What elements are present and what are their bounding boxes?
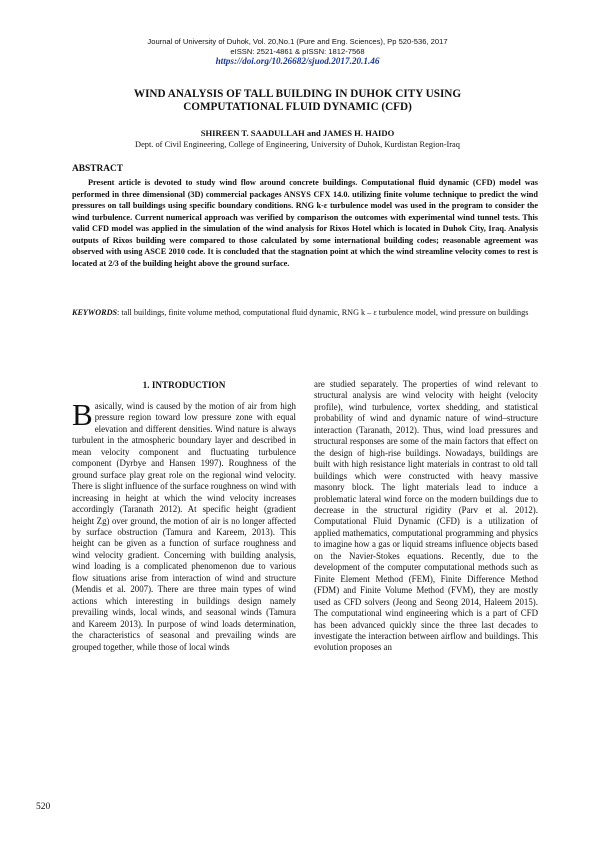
abstract-heading: ABSTRACT — [72, 164, 124, 174]
title-line-1: WIND ANALYSIS OF TALL BUILDING IN DUHOK CITY USING — [133, 88, 462, 100]
keywords-list: : tall buildings, finite volume method, computational fluid dynamic, RNG k – ε turbulence model, wind pressure on buildings — [117, 308, 529, 317]
page-number: 520 — [36, 802, 51, 812]
doi-link[interactable]: https://doi.org/10.26682/sjuod.2017.20.1.46 — [215, 56, 380, 66]
intro-right-column — [314, 379, 538, 654]
issn-line: eISSN: 2521-4861 & pISSN: 1812-7568 — [230, 47, 365, 56]
journal-citation: Journal of University of Duhok, Vol. 20,No.1 (Pure and Eng. Sciences), Pp 520-536, 2017 — [147, 37, 448, 46]
section-heading: 1. INTRODUCTION — [142, 380, 226, 390]
intro-left-column — [72, 397, 296, 653]
intro-left-text: asically, wind is caused by the motion of air from high pressure region toward low pressure zone with equal elevation and different densities. Wind nature is always turbulent in the atmospheric boundary layer and described in mean velocity component and fluctuating turbulence component (Dyrbye and Hansen 1997). Roughness of the ground surface play great role on the regional wind velocity. There is slight influence of the surface roughness on wind with increasing in height at which the wind velocity increases accordingly (Taranath 2012). At specific height (gradient height Zg) over ground, the motion of air is no longer affected by surface obstruction (Tamura and Kareem, 2013). This height can be given as a function of surface roughness and wind velocity gradient. Concerning with building analysis, wind loading is a complicated phenomenon due to various flow situations arise from interaction of wind and structure (Mendis et al. 2007). There are three main types of wind actions which interesting in buildings design namely prevailing winds, local winds, and seasonal winds (Tamura and Kareem 2013). In purpose of wind loads determination, the characteristics of seasonal and prevailing winds are grouped together, while those of local winds — [72, 401, 296, 652]
abstract-body: Present article is devoted to study wind flow around concrete buildings. Computational fluid dynamic (CFD) model was performed in three dimensional (3D) commercial packages ANSYS CFX 14.0. utilizing finite volume technique to predict the wind pressures on tall buildings using specific boundary conditions. RNG k-ε turbulence model was used in the program to consider the wind turbulence. Current numerical approach was verified by comparison the outcomes with experimental wind tunnel tests. This valid CFD model was applied in the simulation of the wind analysis for Rixos Hotel which is located in Duhok City, Iraq. Analysis outputs of Rixos building were compared to those calculated by some international building codes; reasonable agreement was observed with using ASCE 2010 code. It is concluded that the stagnation point at which the wind streamline velocity comes to rest is located at 2/3 of the building height above the ground surface. — [72, 178, 538, 268]
authors: SHIREEN T. SAADULLAH and JAMES H. HAIDO — [200, 128, 395, 138]
keywords — [72, 307, 538, 319]
drop-cap: B — [72, 397, 93, 432]
intro-right-text: are studied separately. The properties of wind relevant to structural analysis are wind velocity with height (velocity profile), wind turbulence, vortex shedding, and statistical probability of wind and dynamic nature of wind–structure interaction (Taranath, 2012). Thus, wind load pressures and structural responses are some of the main factors that effect on the design of high-rise buildings. Nowadays, buildings are built with high resistance light materials in contrast to old tall buildings which were constructed with heavy massive masonry block. The light materials lead to induce a problematic lateral wind force on the modern buildings due to decrease in the structural rigidity (Parv et al. 2012). Computational Fluid Dynamic (CFD) is a utilization of applied mathematics, computational programming and physics to imagine how a gas or liquid streams influence objects based on the Navier-Stokes equations. Recently, due to the development of the computer computational methods such as Finite Element Method (FEM), Finite Difference Method (FDM) and Finite Volume Method (FVM), they are mostly used as CFD solvers (Jeong and Seong 2014, Haleem 2015). The computational wind engineering which is a part of CFD has been advanced quickly since the three last decades to investigate the interaction between airflow and buildings. This evolution proposes an — [314, 379, 538, 653]
title-line-2: COMPUTATIONAL FLUID DYNAMIC (CFD) — [183, 101, 412, 113]
affiliation: Dept. of Civil Engineering, College of Engineering, University of Duhok, Kurdistan Region-Iraq — [135, 140, 460, 149]
paper-title — [60, 88, 535, 114]
keywords-label: KEYWORDS — [72, 308, 118, 317]
